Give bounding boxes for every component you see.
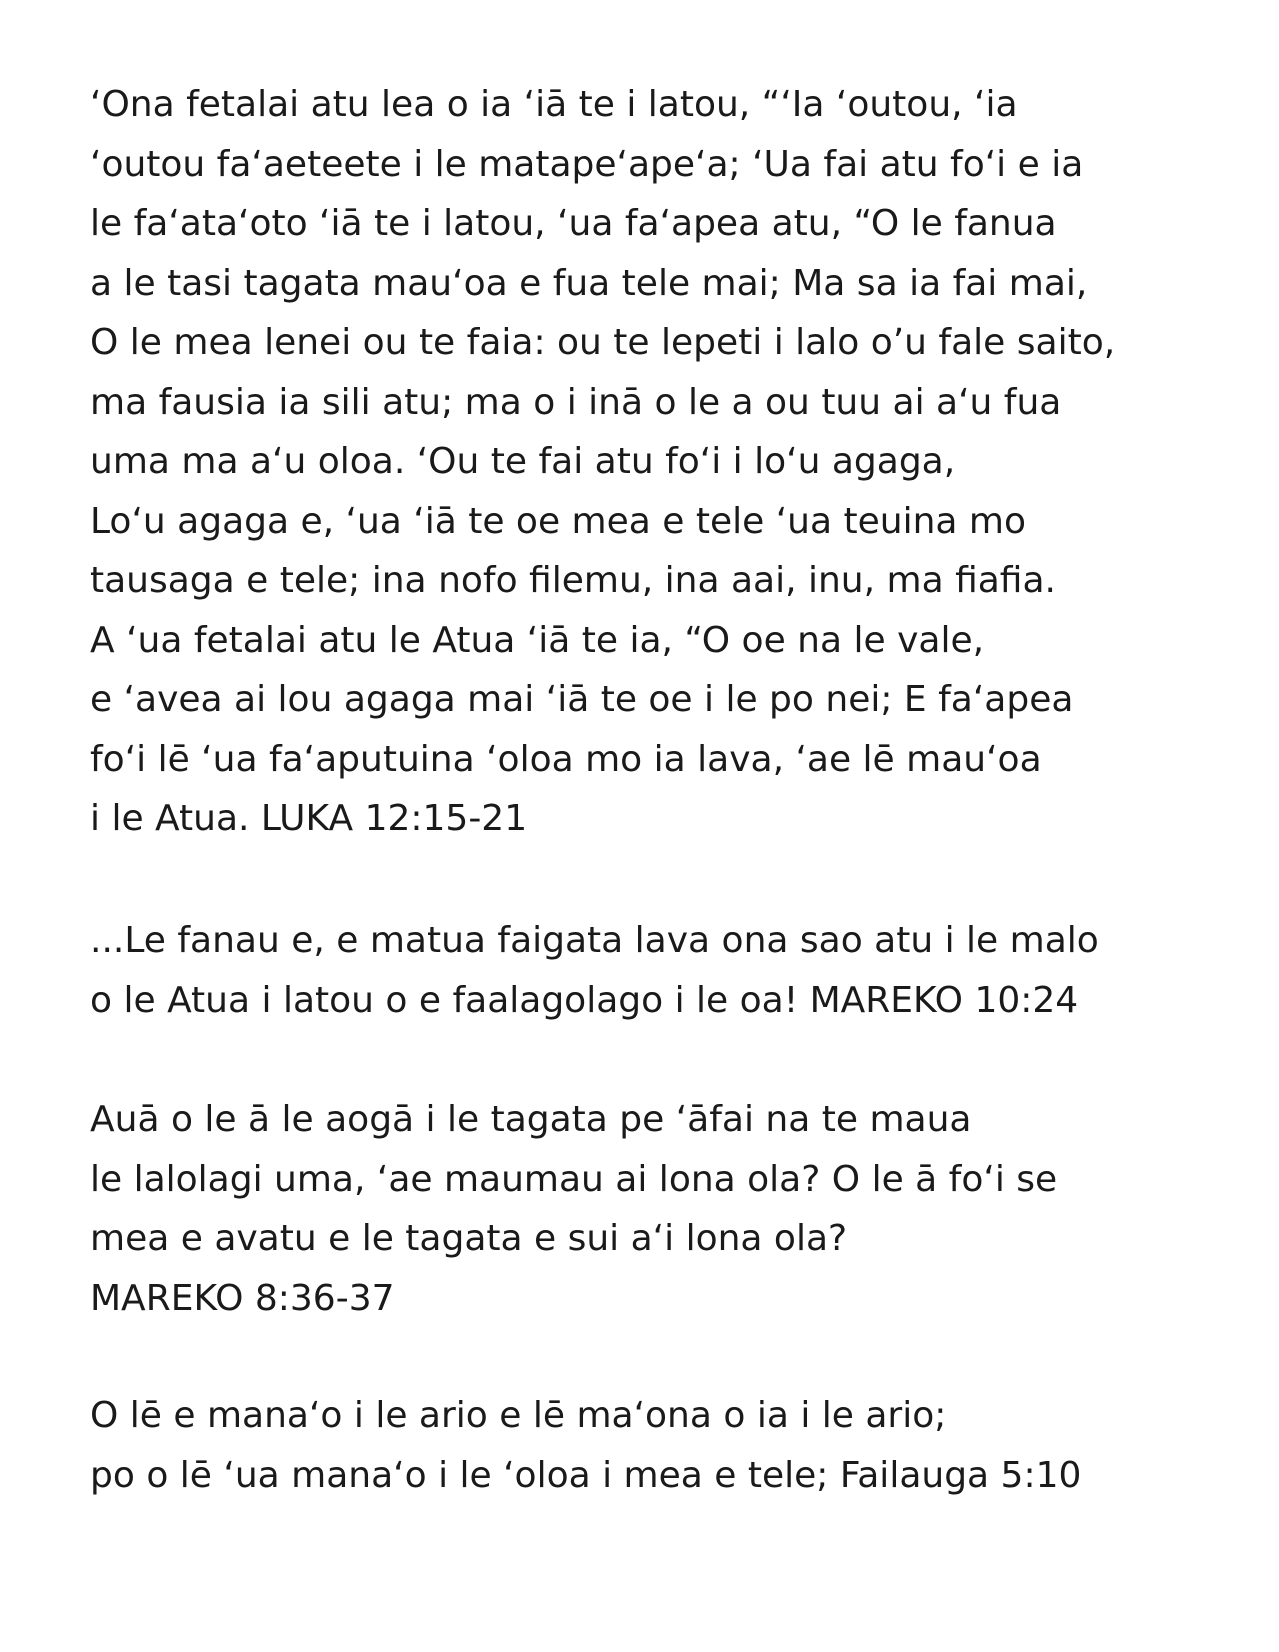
text-line: a le tasi tagata mau‘oa e fua tele mai; Ma sa ia fai mai, xyxy=(90,262,1088,304)
text-line: po o lē ‘ua mana‘o i le ‘oloa i mea e tele; Failauga 5:10 xyxy=(90,1454,1082,1496)
text-line: O lē e mana‘o i le ario e lē ma‘ona o ia i le ario; xyxy=(90,1395,947,1436)
paragraph-mareko-8 xyxy=(90,1090,1057,1328)
text-line: MAREKO 8:36-37 xyxy=(90,1277,395,1319)
text-line: O le mea lenei ou te faia: ou te lepeti i lalo o’u fale saito, xyxy=(90,322,1116,363)
text-line: mea e avatu e le tagata e sui a‘i lona ola? xyxy=(90,1218,848,1259)
text-line: e ‘avea ai lou agaga mai ‘iā te oe i le po nei; E fa‘apea xyxy=(90,679,1074,720)
paragraph-failauga xyxy=(90,1386,1081,1505)
text-line: A ‘ua fetalai atu le Atua ‘iā te ia, “O oe na le vale, xyxy=(90,619,985,661)
text-line: ...Le fanau e, e matua faigata lava ona sao atu i le malo xyxy=(90,920,1099,961)
text-line: fo‘i lē ‘ua fa‘aputuina ‘oloa mo ia lava, ‘ae lē mau‘oa xyxy=(90,738,1042,780)
text-line: le fa‘ata‘oto ‘iā te i latou, ‘ua fa‘apea atu, “O le fanua xyxy=(90,203,1057,244)
text-line: ‘Ona fetalai atu lea o ia ‘iā te i latou, “‘Ia ‘outou, ‘ia xyxy=(90,84,1018,125)
text-line: i le Atua. LUKA 12:15-21 xyxy=(90,798,528,839)
text-line: Lo‘u agaga e, ‘ua ‘iā te oe mea e tele ‘ua teuina mo xyxy=(90,500,1026,542)
text-line: o le Atua i latou o e faalagolago i le oa! MAREKO 10:24 xyxy=(90,979,1079,1021)
text-line: tausaga e tele; ina nofo filemu, ina aai, inu, ma fiafia. xyxy=(90,560,1056,601)
text-line: ‘outou fa‘aeteete i le matape‘ape‘a; ‘Ua fai atu fo‘i e ia xyxy=(90,143,1084,185)
paragraph-luka xyxy=(90,75,1115,849)
text-line: ma fausia ia sili atu; ma o i inā o le a ou tuu ai a‘u fua xyxy=(90,381,1062,423)
text-line: le lalolagi uma, ‘ae maumau ai lona ola? O le ā fo‘i se xyxy=(90,1158,1058,1200)
text-line: Auā o le ā le aogā i le tagata pe ‘āfai na te maua xyxy=(90,1099,972,1140)
text-line: uma ma a‘u oloa. ‘Ou te fai atu fo‘i i lo‘u agaga, xyxy=(90,441,956,482)
paragraph-mareko-10 xyxy=(90,911,1099,1030)
